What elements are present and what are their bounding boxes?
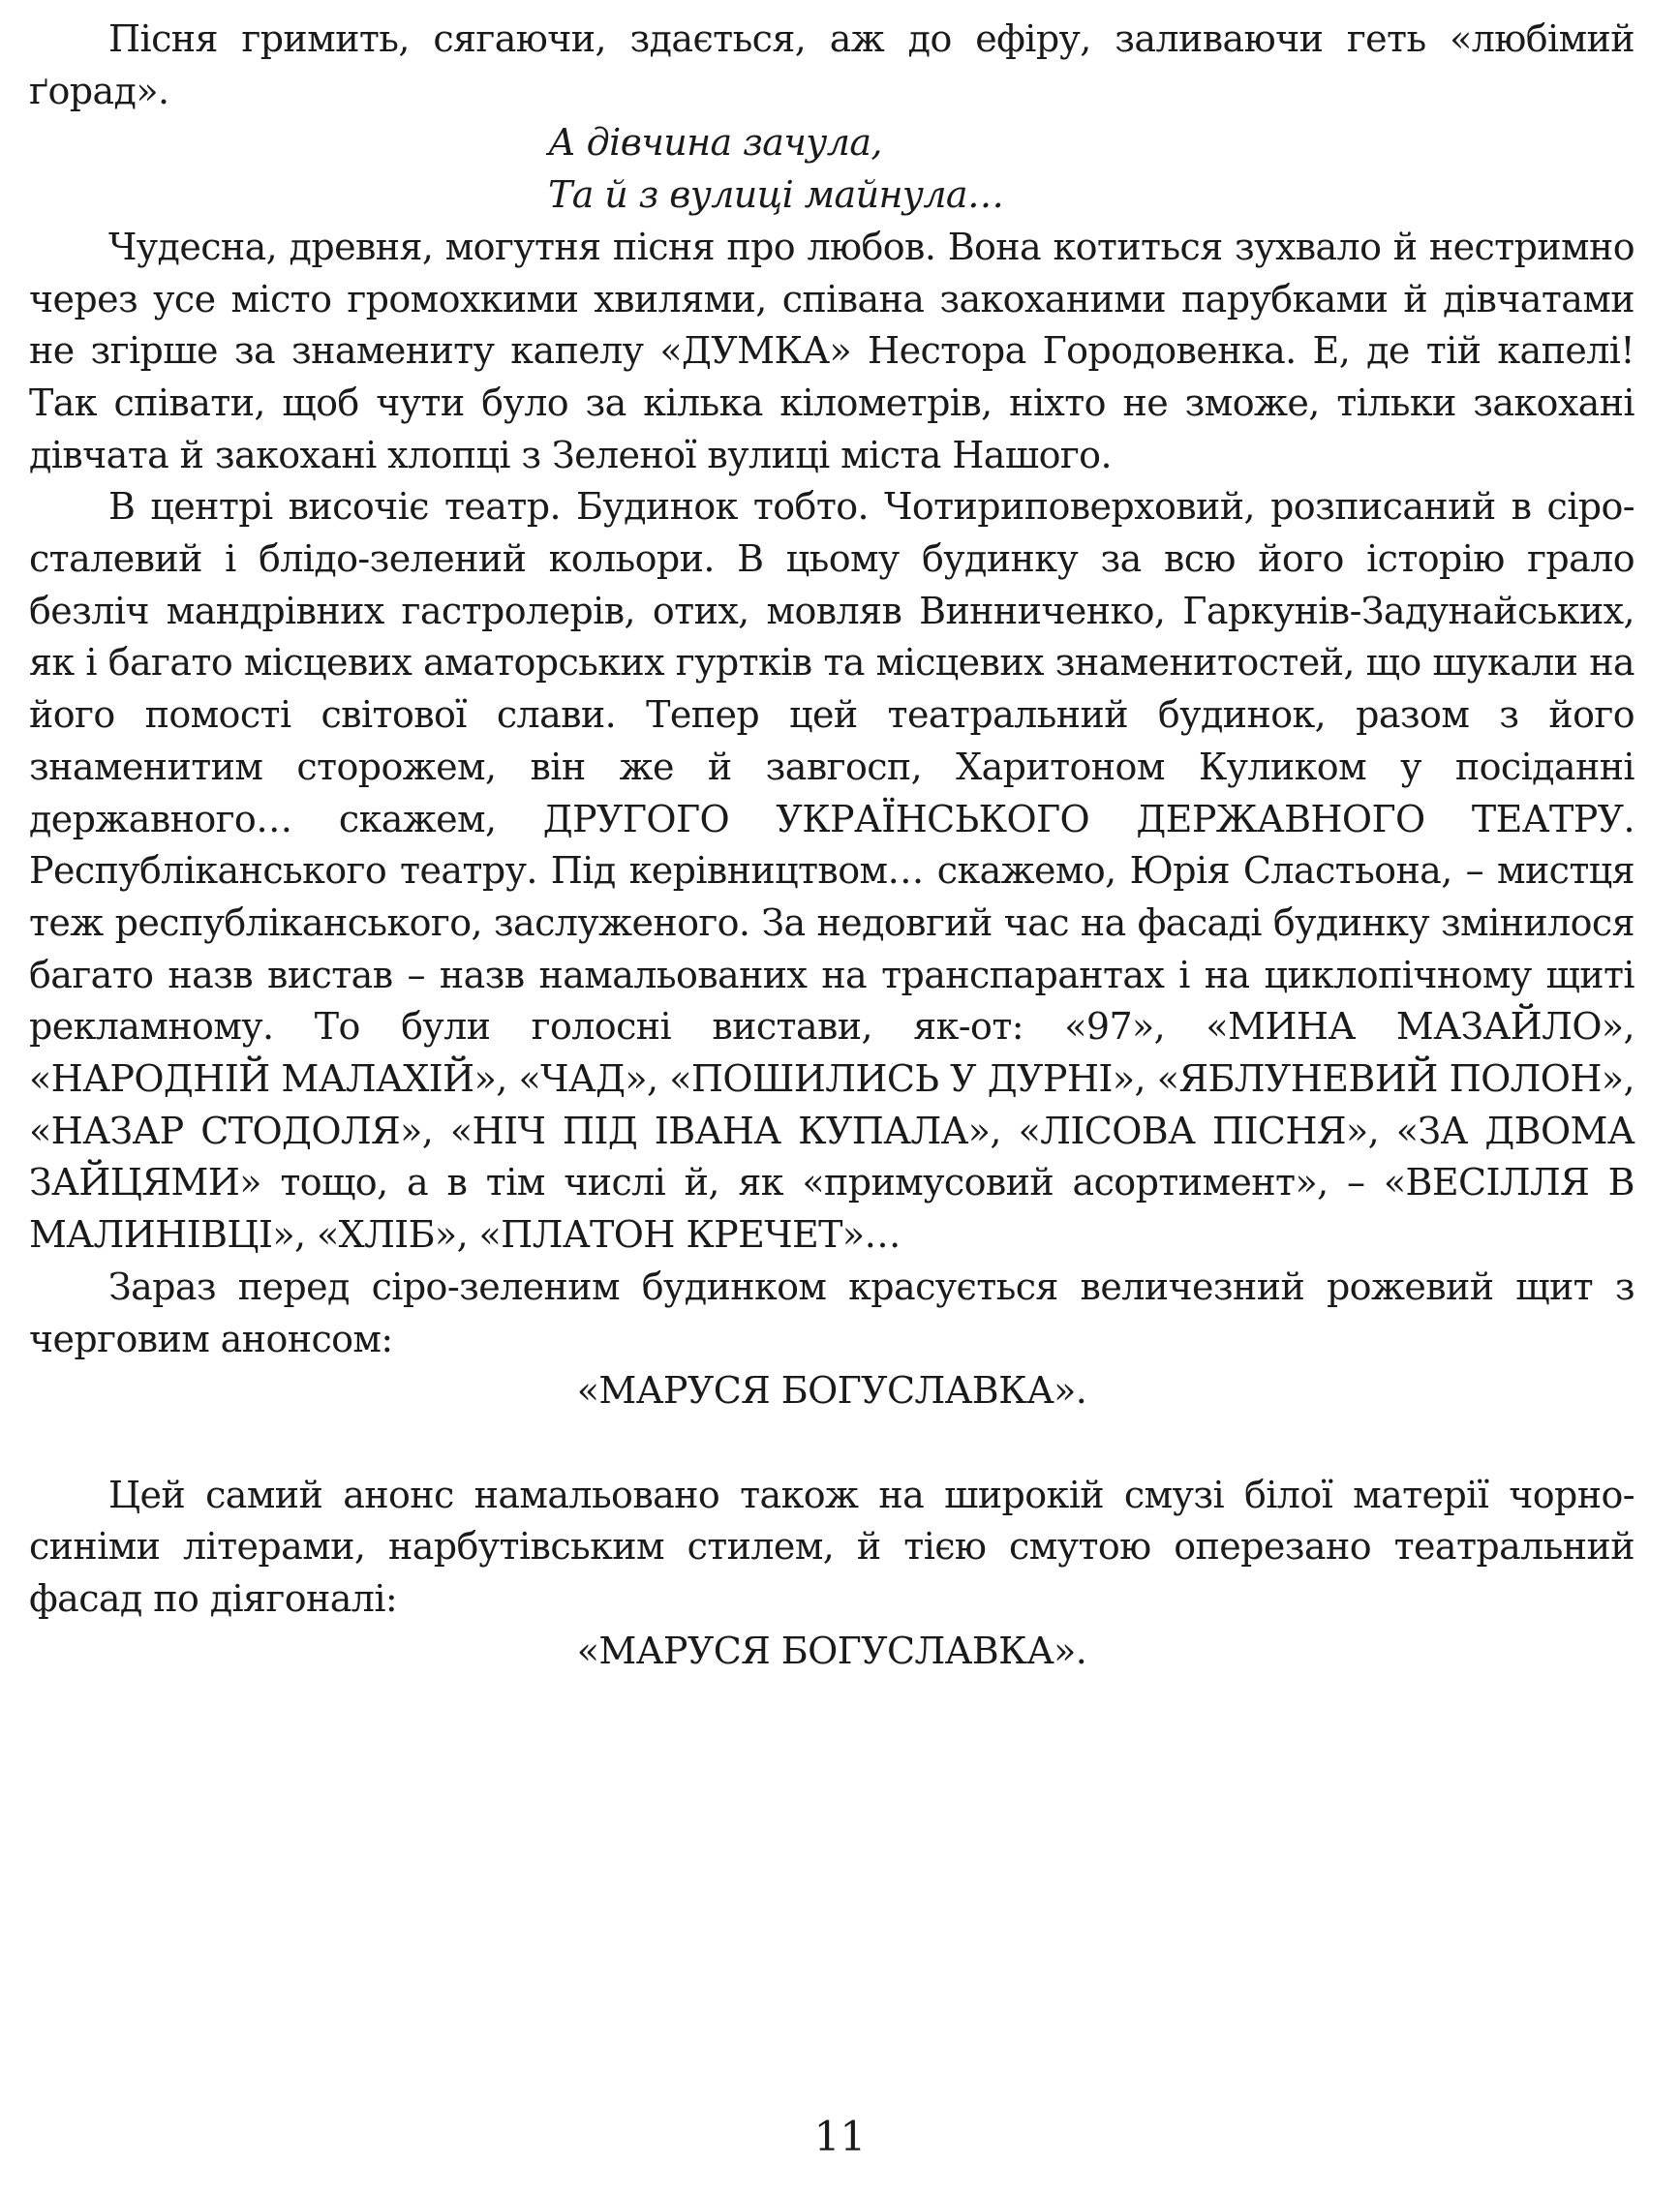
paragraph-love-song: Чудесна, древня, могутня пісня про любов. Вона котиться зухвало й нестримно через усе місто громохкими хвилями, співана закоханими парубками й дівчатами не згірше за знамениту капелу «ДУМКА» Нестора Городовенка. Е, де тій капелі! Так співати, щоб чути було за кілька кілометрів, ніхто не зможе, тільки закохані дівчата й закохані хлопці з Зеленої вулиці міста Нашого. [29, 225, 1634, 476]
book-page [29, 14, 1634, 1677]
announcement-title: «МАРУСЯ БОГУСЛАВКА». [576, 1629, 1087, 1672]
blank-line [29, 1418, 1634, 1470]
verse-line: Та й з вулиці майнула… [548, 173, 1004, 217]
verse-line: А дівчина зачула, [548, 121, 882, 165]
paragraph-banner: Цей самий анонс намальовано також на широкій смузі білої матерії чорно-синіми літерами, нарбутівським стилем, й тією смутою оперезано театральний фасад по діягоналі: [29, 1473, 1634, 1621]
paragraph-theatre: В центрі височіє театр. Будинок тобто. Чотириповерховий, розписаний в сіро-сталевий і блідо-зелений кольори. В цьому будинку за всю його історію грало безліч мандрівних гастролерів, отих, мовляв Винниченко, Гаркунів-Задунайських, як і багато місцевих аматорських гуртків та місцевих знаменитостей, що шукали на його помості світової слави. Тепер цей театральний будинок, разом з його знаменитим сторожем, він же й завгосп, Харитоном Куликом у посіданні державного… скажем, ДРУГОГО УКРАЇНСЬКОГО ДЕРЖАВНОГО ТЕАТРУ. Республіканського театру. Під керівництвом… скажемо, Юрія Сластьона, – мистця теж республіканського, заслуженого. За недовгий час на фасаді будинку змінилося багато назв вистав – назв намальованих на транспарантах і на циклопічному щиті рекламному. То були голосні вистави, як-от: «97», «МИНА МАЗАЙЛО», «НАРОДНІЙ МАЛАХІЙ», «ЧАД», «ПОШИЛИСЬ У ДУРНІ», «ЯБЛУНЕВИЙ ПОЛОН», «НАЗАР СТОДОЛЯ», «НІЧ ПІД ІВАНА КУПАЛА», «ЛІСОВА ПІСНЯ», «ЗА ДВОМА ЗАЙЦЯМИ» тощо, а в тім числі й, як «примусовий асортимент», – «ВЕСІЛЛЯ В МАЛИНІВЦІ», «ХЛІБ», «ПЛАТОН КРЕЧЕТ»… [29, 485, 1634, 1257]
page-number: 11 [813, 2113, 867, 2160]
verse-quote [29, 117, 1634, 221]
paragraph-billboard: Зараз перед сіро-зеленим будинком красується величезний рожевий щит з черговим анонсом: [29, 1265, 1634, 1360]
paragraph-song: Пісня гримить, сягаючи, здається, аж до ефіру, заливаючи геть «любімий ґорад». [29, 17, 1634, 112]
announcement-title: «МАРУСЯ БОГУСЛАВКА». [576, 1369, 1087, 1413]
